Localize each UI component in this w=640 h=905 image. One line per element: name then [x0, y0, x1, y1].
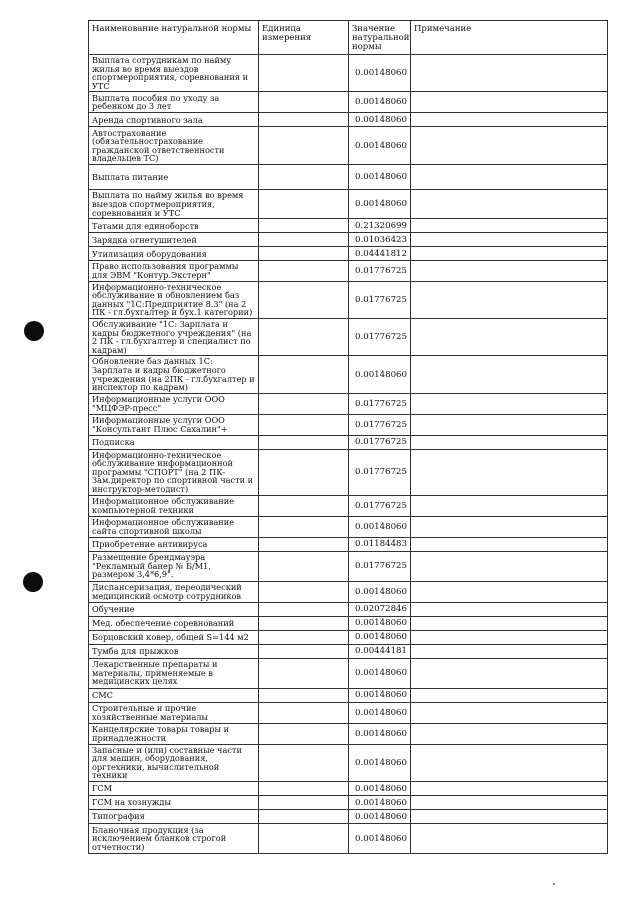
table-row [89, 796, 608, 810]
table-header-row [89, 21, 608, 55]
name-cell: Татами для единоборств [89, 219, 259, 233]
value-cell: 0.01776725 [349, 261, 411, 281]
note-cell [411, 414, 608, 435]
unit-cell [259, 616, 349, 630]
value-cell: 0.00148060 [349, 796, 411, 810]
unit-cell [259, 219, 349, 233]
unit-cell [259, 449, 349, 495]
note-cell [411, 92, 608, 113]
name-cell: Строительные и прочие хозяйственные материалы [89, 702, 259, 723]
unit-cell [259, 393, 349, 414]
table-row [89, 782, 608, 796]
table-row [89, 824, 608, 854]
unit-cell [259, 233, 349, 247]
value-cell: 0.00148060 [349, 516, 411, 537]
table-row [89, 435, 608, 449]
note-cell [411, 810, 608, 824]
table-row [89, 723, 608, 744]
note-cell [411, 435, 608, 449]
name-cell: Обновление баз данных 1С: Зарплата и кадры бюджетного учреждения (на 2ПК - гл.бухгалтер и инспектор по кадрам) [89, 356, 259, 393]
name-cell: Информационное обслуживание компьютерной техники [89, 495, 259, 516]
note-cell [411, 630, 608, 644]
unit-cell [259, 644, 349, 658]
value-cell: 0.01776725 [349, 393, 411, 414]
table-row [89, 581, 608, 602]
header-value: Значение натуральной нормы [349, 21, 411, 55]
value-cell: 0.00148060 [349, 113, 411, 127]
note-cell [411, 261, 608, 281]
unit-cell [259, 414, 349, 435]
value-cell: 0.01776725 [349, 495, 411, 516]
value-cell: 0.01184483 [349, 537, 411, 551]
value-cell: 0.00148060 [349, 744, 411, 781]
name-cell: Информационные услуги ООО "МЦФЭР-пресс" [89, 393, 259, 414]
unit-cell [259, 356, 349, 393]
name-cell: Приобретение антивируса [89, 537, 259, 551]
table-row [89, 449, 608, 495]
value-cell: 0.00148060 [349, 127, 411, 165]
unit-cell [259, 516, 349, 537]
note-cell [411, 281, 608, 318]
unit-cell [259, 127, 349, 165]
unit-cell [259, 113, 349, 127]
table-row [89, 551, 608, 581]
note-cell [411, 644, 608, 658]
name-cell: Информационно-техническое обслуживание и обновлением баз данных "1С:Предприятие 8.3" (на 2 ПК - гл.бухгалтер и бух.1 категории) [89, 281, 259, 318]
value-cell: 0.01776725 [349, 435, 411, 449]
value-cell: 0.01776725 [349, 281, 411, 318]
name-cell: Право использования программы для ЭВМ "Контур.Экстерн" [89, 261, 259, 281]
name-cell: Выплата питание [89, 165, 259, 190]
value-cell: 0.00148060 [349, 782, 411, 796]
table-row [89, 495, 608, 516]
note-cell [411, 516, 608, 537]
unit-cell [259, 261, 349, 281]
note-cell [411, 55, 608, 92]
header-note: Примечание [411, 21, 608, 55]
name-cell: Выплата пособия по уходу за ребенком до 3 лет [89, 92, 259, 113]
name-cell: Запасные и (или) составные части для машин, оборудования, оргтехники, вычислительной техники [89, 744, 259, 781]
note-cell [411, 782, 608, 796]
table-row [89, 113, 608, 127]
table-row [89, 537, 608, 551]
name-cell: Выплата сотрудникам по найму жилья во время выездов спортмероприятия, соревнования и УТС [89, 55, 259, 92]
note-cell [411, 602, 608, 616]
name-cell: Утилизация оборудования [89, 247, 259, 261]
name-cell: Тумба для прыжков [89, 644, 259, 658]
note-cell [411, 658, 608, 688]
note-cell [411, 537, 608, 551]
unit-cell [259, 744, 349, 781]
unit-cell [259, 796, 349, 810]
table-row [89, 810, 608, 824]
note-cell [411, 165, 608, 190]
table-row [89, 744, 608, 781]
note-cell [411, 723, 608, 744]
note-cell [411, 190, 608, 219]
table-row [89, 247, 608, 261]
note-cell [411, 495, 608, 516]
table-row [89, 356, 608, 393]
value-cell: 0.00148060 [349, 824, 411, 854]
table-row [89, 165, 608, 190]
note-cell [411, 233, 608, 247]
name-cell: Информационные услуги ООО "Консультант Плюс Сахалин"+ [89, 414, 259, 435]
name-cell: Информационно-техническое обслуживание информационной программы "СПОРТ" (на 2 ПК- Зам.директор по спортивной части и инструктор-методист) [89, 449, 259, 495]
value-cell: 0.00148060 [349, 810, 411, 824]
note-cell [411, 247, 608, 261]
table-row [89, 616, 608, 630]
name-cell: Зарядка огнетушителей [89, 233, 259, 247]
table-row [89, 644, 608, 658]
unit-cell [259, 281, 349, 318]
name-cell: ГСМ на хознужды [89, 796, 259, 810]
unit-cell [259, 55, 349, 92]
note-cell [411, 824, 608, 854]
unit-cell [259, 688, 349, 702]
unit-cell [259, 551, 349, 581]
unit-cell [259, 702, 349, 723]
value-cell: 0.04441812 [349, 247, 411, 261]
table-row [89, 688, 608, 702]
value-cell: 0.00148060 [349, 688, 411, 702]
name-cell: СМС [89, 688, 259, 702]
table-row [89, 658, 608, 688]
header-name: Наименование натуральной нормы [89, 21, 259, 55]
unit-cell [259, 165, 349, 190]
value-cell: 0.00148060 [349, 581, 411, 602]
table-row [89, 233, 608, 247]
unit-cell [259, 581, 349, 602]
name-cell: Типография [89, 810, 259, 824]
table-row [89, 219, 608, 233]
name-cell: Обслуживание "1С: Зарплата и кадры бюджетного учреждения" (на 2 ПК - гл.бухгалтер и специалист по кадрам) [89, 318, 259, 355]
table-row [89, 393, 608, 414]
value-cell: 0.00148060 [349, 190, 411, 219]
table-row [89, 55, 608, 92]
note-cell [411, 616, 608, 630]
note-cell [411, 356, 608, 393]
name-cell: Подписка [89, 435, 259, 449]
unit-cell [259, 723, 349, 744]
table-row [89, 190, 608, 219]
name-cell: Выплата по найму жилья во время выездов спортмероприятия, соревнования и УТС [89, 190, 259, 219]
table-row [89, 127, 608, 165]
note-cell [411, 449, 608, 495]
table-row [89, 318, 608, 355]
note-cell [411, 688, 608, 702]
note-cell [411, 219, 608, 233]
unit-cell [259, 810, 349, 824]
name-cell: Борцовский ковер, общей S=144 м2 [89, 630, 259, 644]
note-cell [411, 113, 608, 127]
value-cell: 0.02072846 [349, 602, 411, 616]
scan-speck [553, 883, 555, 885]
value-cell: 0.00148060 [349, 356, 411, 393]
unit-cell [259, 537, 349, 551]
value-cell: 0.00444181 [349, 644, 411, 658]
note-cell [411, 581, 608, 602]
unit-cell [259, 602, 349, 616]
unit-cell [259, 782, 349, 796]
table-row [89, 516, 608, 537]
unit-cell [259, 435, 349, 449]
value-cell: 0.00148060 [349, 55, 411, 92]
name-cell: Диспансеризация, переодический медицинский осмотр сотрудников [89, 581, 259, 602]
note-cell [411, 796, 608, 810]
note-cell [411, 702, 608, 723]
note-cell [411, 318, 608, 355]
header-unit: Единица измерения [259, 21, 349, 55]
value-cell: 0.00148060 [349, 92, 411, 113]
name-cell: Размещение брендмауэра "Рекламный банер № Б/М1, размером 3,4*6,9". [89, 551, 259, 581]
value-cell: 0.00148060 [349, 723, 411, 744]
table-row [89, 630, 608, 644]
unit-cell [259, 658, 349, 688]
name-cell: Обучение [89, 602, 259, 616]
name-cell: Лекарственные препараты и материалы, применяемые в медицинских целях [89, 658, 259, 688]
value-cell: 0.01036423 [349, 233, 411, 247]
unit-cell [259, 318, 349, 355]
value-cell: 0.00148060 [349, 165, 411, 190]
table-row [89, 261, 608, 281]
note-cell [411, 393, 608, 414]
note-cell [411, 744, 608, 781]
unit-cell [259, 630, 349, 644]
unit-cell [259, 92, 349, 113]
unit-cell [259, 190, 349, 219]
value-cell: 0.00148060 [349, 630, 411, 644]
unit-cell [259, 824, 349, 854]
unit-cell [259, 247, 349, 261]
name-cell: Канцелярские товары товары и принадлежности [89, 723, 259, 744]
table-row [89, 702, 608, 723]
value-cell: 0.21320699 [349, 219, 411, 233]
punch-hole-top [24, 321, 44, 341]
value-cell: 0.00148060 [349, 616, 411, 630]
punch-hole-bottom [23, 572, 43, 592]
name-cell: Автострахование (обязательнострахование гражданской ответственности владельцев ТС) [89, 127, 259, 165]
value-cell: 0.01776725 [349, 414, 411, 435]
table-row [89, 414, 608, 435]
value-cell: 0.01776725 [349, 551, 411, 581]
table-row [89, 92, 608, 113]
name-cell: Бланочная продукция (за исключением бланков строгой отчетности) [89, 824, 259, 854]
name-cell: ГСМ [89, 782, 259, 796]
natural-norms-table [88, 20, 608, 854]
note-cell [411, 551, 608, 581]
value-cell: 0.01776725 [349, 318, 411, 355]
value-cell: 0.01776725 [349, 449, 411, 495]
unit-cell [259, 495, 349, 516]
table-row [89, 602, 608, 616]
value-cell: 0.00148060 [349, 658, 411, 688]
note-cell [411, 127, 608, 165]
name-cell: Аренда спортивного зала [89, 113, 259, 127]
name-cell: Мед. обеспечение соревнований [89, 616, 259, 630]
name-cell: Информационное обслуживание сайта спортивной школы [89, 516, 259, 537]
table-row [89, 281, 608, 318]
value-cell: 0.00148060 [349, 702, 411, 723]
